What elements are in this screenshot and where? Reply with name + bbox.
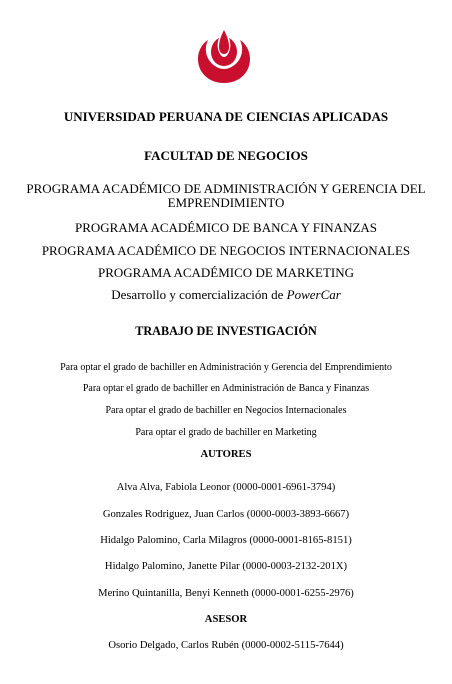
authors-heading: AUTORES bbox=[200, 449, 252, 460]
project-title-name: PowerCar bbox=[286, 287, 341, 302]
program-line-3: PROGRAMA ACADÉMICO DE NEGOCIOS INTERNACIONALES bbox=[41, 243, 411, 258]
degree-line-3: Para optar el grado de bachiller en Negocios Internacionales bbox=[105, 405, 347, 416]
project-title bbox=[0, 287, 452, 303]
work-type-heading: TRABAJO DE INVESTIGACIÓN bbox=[135, 324, 317, 338]
upc-logo-icon bbox=[196, 28, 252, 84]
program-line-4: PROGRAMA ACADÉMICO DE MARKETING bbox=[97, 265, 355, 280]
author-3: Hidalgo Palomino, Carla Milagros (0000-0001-8165-8151) bbox=[100, 535, 352, 546]
author-2: Gonzales Rodriguez, Juan Carlos (0000-0003-3893-6667) bbox=[102, 509, 350, 520]
advisor-heading: ASESOR bbox=[204, 614, 248, 625]
author-4: Hidalgo Palomino, Janette Pilar (0000-0003-2132-201X) bbox=[104, 561, 348, 572]
project-title-prefix: Desarrollo y comercialización de bbox=[111, 287, 284, 302]
advisor-name: Osorio Delgado, Carlos Rubén (0000-0002-5115-7644) bbox=[108, 640, 344, 651]
author-1: Alva Alva, Fabiola Leonor (0000-0001-6961-3794) bbox=[116, 482, 336, 493]
program-line-2: PROGRAMA ACADÉMICO DE BANCA Y FINANZAS bbox=[74, 220, 378, 235]
university-name: UNIVERSIDAD PERUANA DE CIENCIAS APLICADAS bbox=[63, 109, 389, 124]
degree-line-2: Para optar el grado de bachiller en Administración de Banca y Finanzas bbox=[82, 383, 370, 394]
author-5: Merino Quintanilla, Benyi Kenneth (0000-0001-6255-2976) bbox=[98, 588, 354, 599]
degree-line-4: Para optar el grado de bachiller en Marketing bbox=[135, 427, 317, 438]
faculty-name: FACULTAD DE NEGOCIOS bbox=[144, 148, 308, 163]
program-line-1: PROGRAMA ACADÉMICO DE ADMINISTRACIÓN Y GERENCIA DEL EMPRENDIMIENTO bbox=[26, 181, 426, 210]
degree-line-1: Para optar el grado de bachiller en Administración y Gerencia del Emprendimiento bbox=[60, 362, 392, 373]
